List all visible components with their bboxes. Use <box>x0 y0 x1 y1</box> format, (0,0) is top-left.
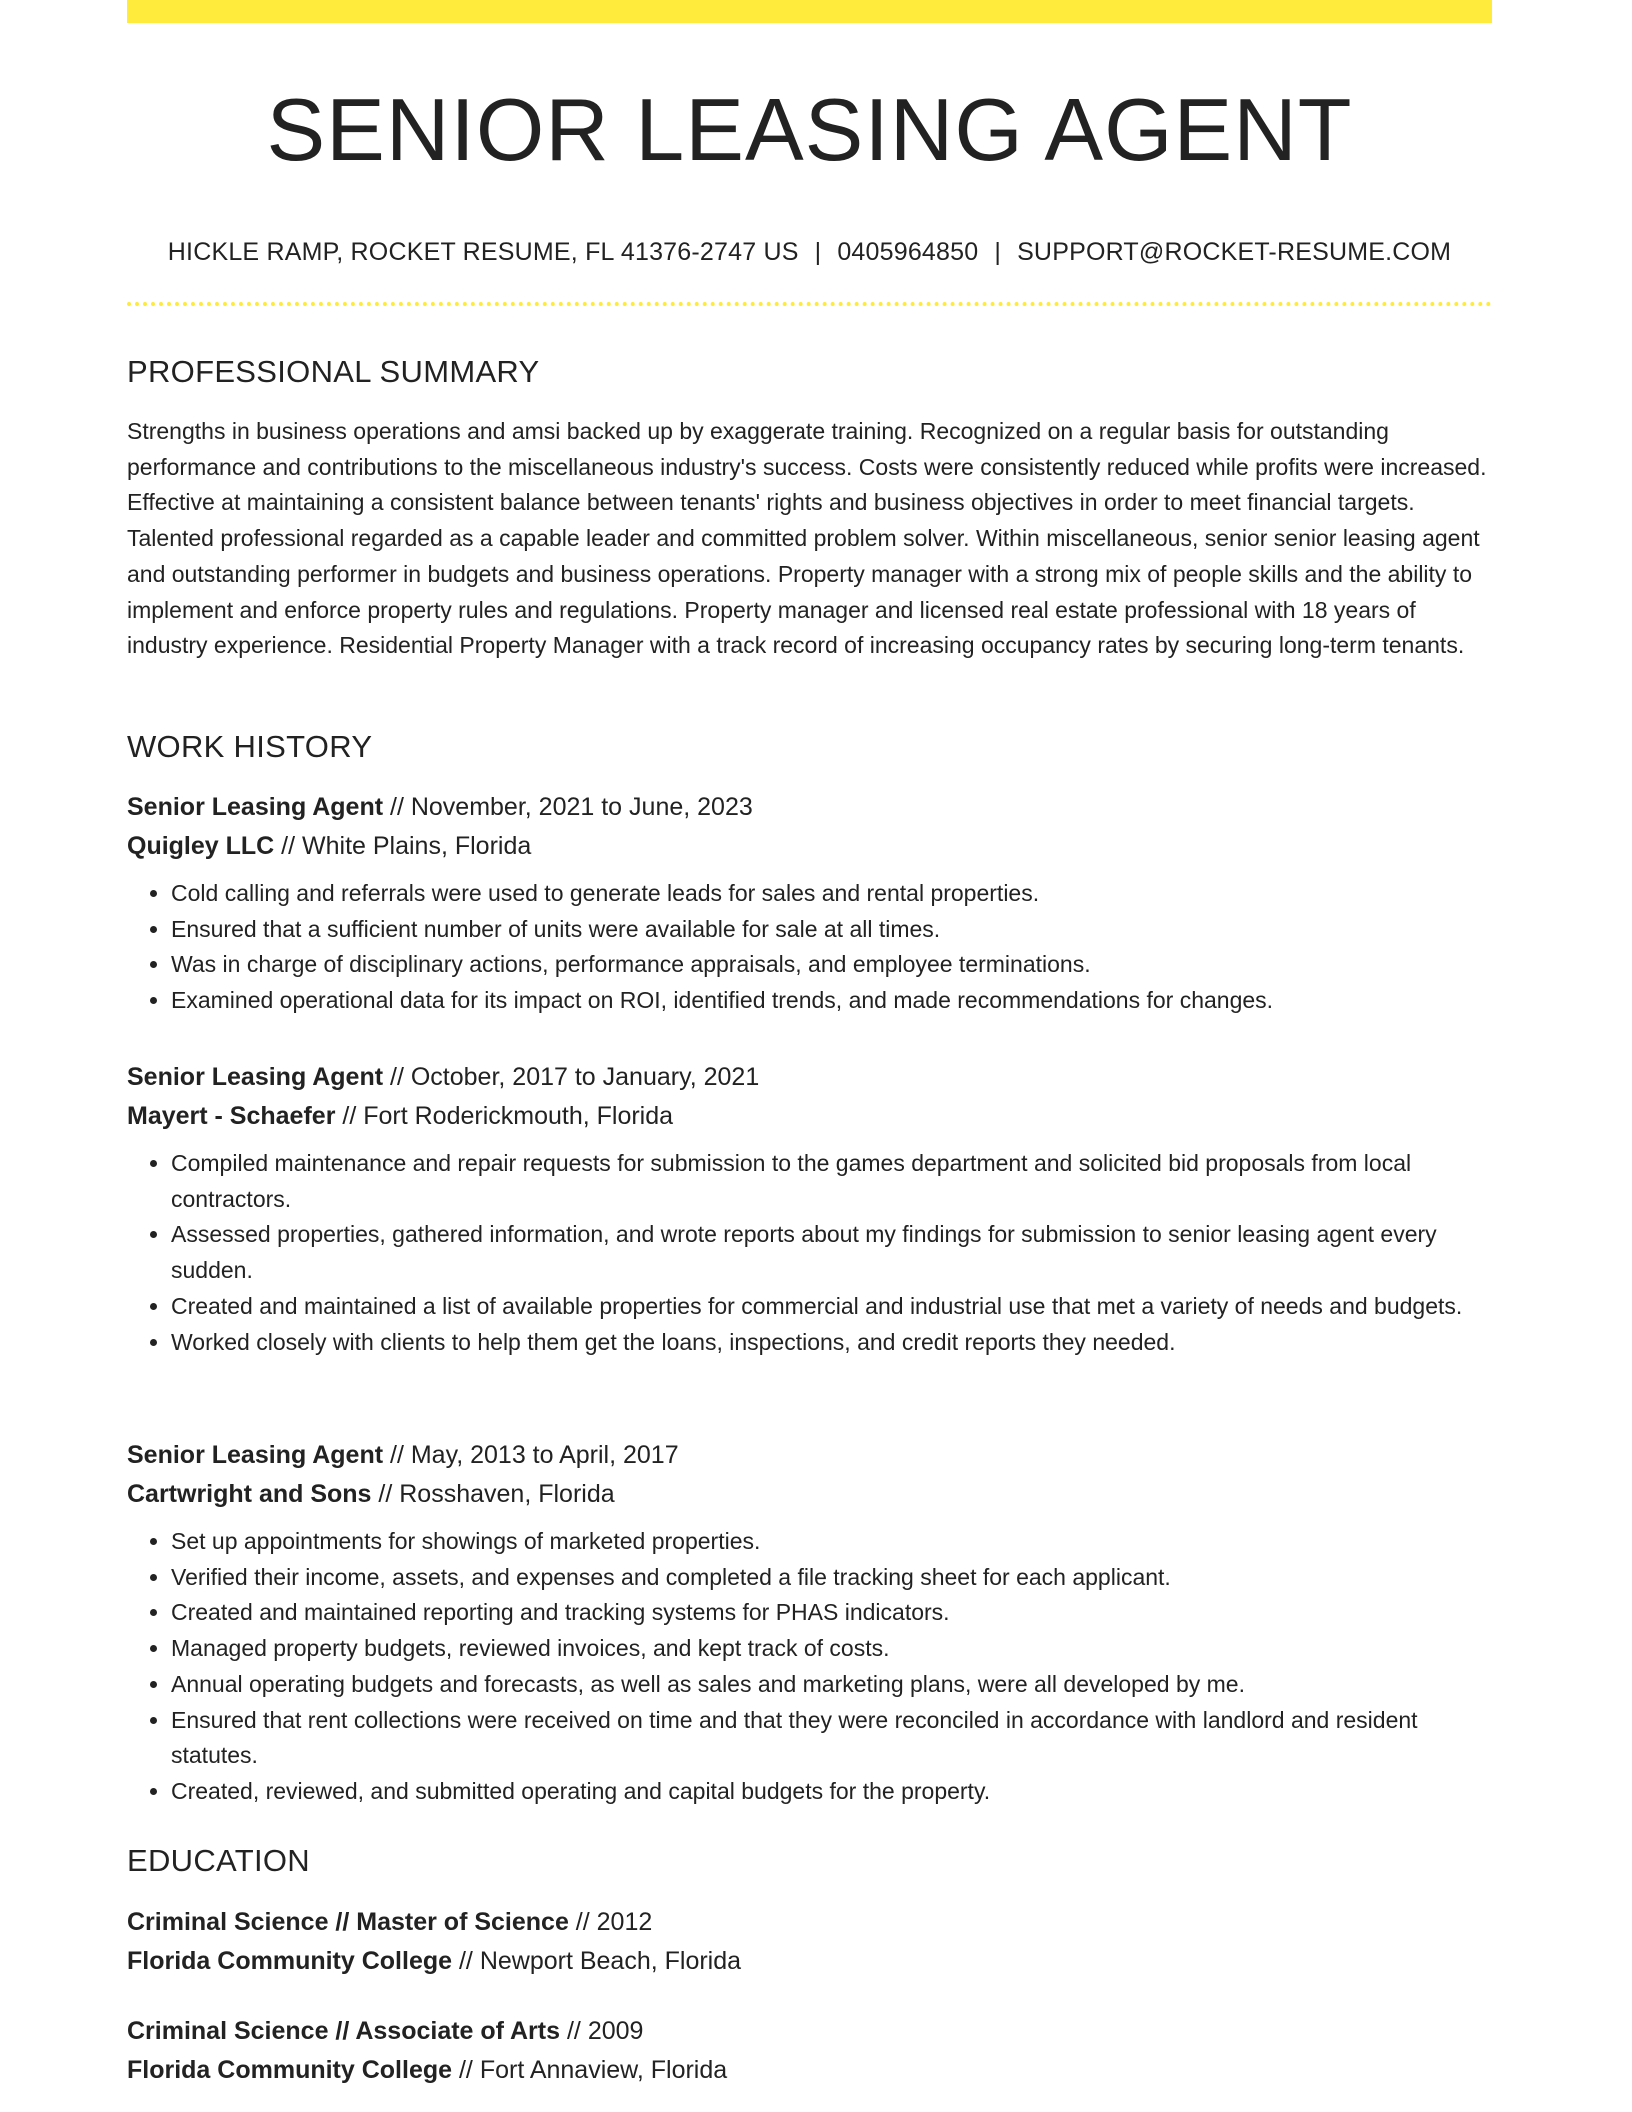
job-bullet: • Ensured that rent collections were received on time and that they were reconciled in accordance with landlord and resident statutes. <box>171 1703 1492 1774</box>
job-role: Senior Leasing Agent <box>127 793 384 821</box>
job-company: Mayert - Schaefer <box>127 1102 336 1130</box>
job-bullet: • Annual operating budgets and forecasts, as well as sales and marketing plans, were all developed by me. <box>171 1667 1492 1703</box>
job-role: Senior Leasing Agent <box>127 1441 384 1469</box>
education-heading: EDUCATION <box>127 1843 310 1878</box>
resume-title: SENIOR LEASING AGENT <box>266 80 1353 179</box>
accent-top-bar <box>127 0 1492 23</box>
education-location: // Newport Beach, Florida <box>452 1947 742 1975</box>
education-degree-line <box>127 2012 1492 2051</box>
job-entry <box>127 1436 1492 1810</box>
education-school: Florida Community College <box>127 2056 453 2084</box>
job-bullet: • Managed property budgets, reviewed invoices, and kept track of costs. <box>171 1631 1492 1667</box>
job-dates: // October, 2017 to January, 2021 <box>383 1063 760 1091</box>
job-title-line <box>127 1058 1492 1097</box>
summary-heading: PROFESSIONAL SUMMARY <box>127 354 540 389</box>
education-degree: Criminal Science // Associate of Arts <box>127 2017 561 2045</box>
contact-email[interactable]: SUPPORT@ROCKET-RESUME.COM <box>1017 238 1452 266</box>
education-school-line <box>127 1942 1492 1981</box>
job-location: // White Plains, Florida <box>274 832 532 860</box>
job-entry <box>127 788 1492 1019</box>
contact-separator: | <box>814 238 822 266</box>
job-company: Quigley LLC <box>127 832 275 860</box>
job-bullets <box>127 1146 1492 1360</box>
education-degree-line <box>127 1903 1492 1942</box>
job-bullets <box>127 876 1492 1019</box>
education-school-line <box>127 2051 1492 2090</box>
job-bullet: • Ensured that a sufficient number of units were available for sale at all times. <box>171 912 1492 948</box>
job-bullet: • Compiled maintenance and repair requests for submission to the games department and solicited bid proposals from local contractors. <box>171 1146 1492 1217</box>
job-bullet: • Verified their income, assets, and expenses and completed a file tracking sheet for each applicant. <box>171 1560 1492 1596</box>
header-divider <box>127 302 1492 306</box>
education-year: // 2009 <box>560 2017 644 2045</box>
job-bullet: • Created and maintained a list of available properties for commercial and industrial use that met a variety of needs and budgets. <box>171 1289 1492 1325</box>
job-entry <box>127 1058 1492 1360</box>
education-school: Florida Community College <box>127 1947 453 1975</box>
contact-address: HICKLE RAMP, ROCKET RESUME, FL 41376-2747 US <box>167 238 799 266</box>
education-entry <box>127 1903 1492 1981</box>
job-company-line <box>127 827 1492 866</box>
job-bullet: • Was in charge of disciplinary actions, performance appraisals, and employee terminations. <box>171 947 1492 983</box>
education-year: // 2012 <box>568 1908 653 1936</box>
education-degree: Criminal Science // Master of Science <box>127 1908 569 1936</box>
job-dates: // May, 2013 to April, 2017 <box>383 1441 679 1469</box>
education-location: // Fort Annaview, Florida <box>452 2056 728 2084</box>
job-bullet: • Set up appointments for showings of marketed properties. <box>171 1524 1492 1560</box>
job-bullets <box>127 1524 1492 1810</box>
job-bullet: • Created and maintained reporting and tracking systems for PHAS indicators. <box>171 1595 1492 1631</box>
contact-phone[interactable]: 0405964850 <box>837 238 979 266</box>
job-company: Cartwright and Sons <box>127 1480 372 1508</box>
work-history-heading: WORK HISTORY <box>127 729 373 764</box>
job-bullet: • Worked closely with clients to help them get the loans, inspections, and credit reports they needed. <box>171 1325 1492 1361</box>
job-role: Senior Leasing Agent <box>127 1063 384 1091</box>
contact-line <box>127 236 1492 268</box>
contact-separator: | <box>994 238 1002 266</box>
summary-text: Strengths in business operations and amsi backed up by exaggerate training. Recognized on a regular basis for outstanding performance and contributions to the miscellaneous industry's success. Costs were consistently reduced while profits were increased. Effective at maintaining a consistent balance between tenants' rights and business objectives in order to meet financial targets. Talented professional regarded as a capable leader and committed problem solver. Within miscellaneous, senior senior leasing agent and outstanding performer in budgets and business operations. Property manager with a strong mix of people skills and the ability to implement and enforce property rules and regulations. Property manager and licensed real estate professional with 18 years of industry experience. Residential Property Manager with a track record of increasing occupancy rates by securing long-term tenants. <box>127 418 1487 659</box>
job-bullet: • Assessed properties, gathered information, and wrote reports about my findings for submission to senior leasing agent every sudden. <box>171 1217 1492 1288</box>
job-company-line <box>127 1097 1492 1136</box>
job-company-line <box>127 1475 1492 1514</box>
job-location: // Rosshaven, Florida <box>371 1480 615 1508</box>
job-dates: // November, 2021 to June, 2023 <box>383 793 753 821</box>
job-bullet: • Examined operational data for its impact on ROI, identified trends, and made recommendations for changes. <box>171 983 1492 1019</box>
job-bullet: • Created, reviewed, and submitted operating and capital budgets for the property. <box>171 1774 1492 1810</box>
education-entry <box>127 2012 1492 2090</box>
job-title-line <box>127 788 1492 827</box>
job-title-line <box>127 1436 1492 1475</box>
job-bullet: • Cold calling and referrals were used to generate leads for sales and rental properties. <box>171 876 1492 912</box>
job-location: // Fort Roderickmouth, Florida <box>335 1102 674 1130</box>
